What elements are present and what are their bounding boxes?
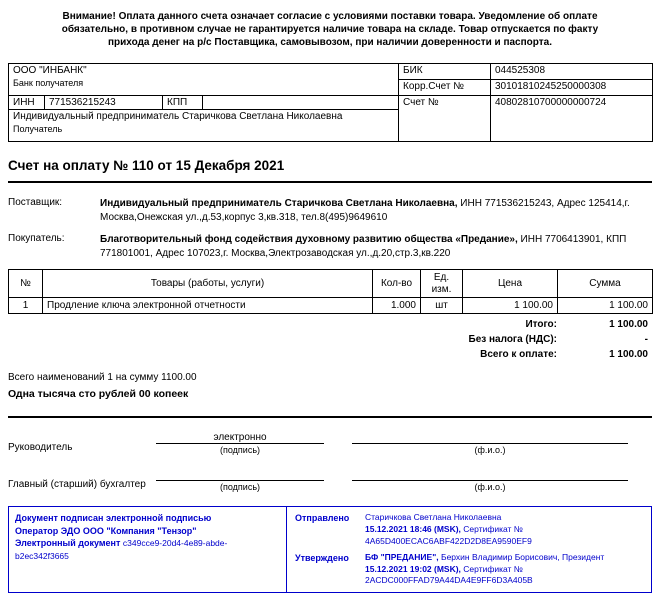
supplier-row [8, 197, 652, 224]
recipient-name: Индивидуальный предприниматель Старичкова Светлана Николаевна [13, 111, 343, 122]
esign-document-line [15, 537, 280, 563]
invoice-title: Счет на оплату № 110 от 15 Декабря 2021 [8, 158, 285, 173]
supplier-text [100, 197, 652, 224]
header-amount: Сумма [558, 270, 653, 298]
buyer-text [100, 233, 652, 260]
item-row [9, 298, 653, 314]
header-unit: Ед. изм. [421, 270, 463, 298]
supplier-name: Индивидуальный предприниматель Старичкова Светлана Николаевна, [100, 198, 458, 209]
summary-section [8, 372, 652, 400]
totals-section [8, 317, 652, 362]
director-name-line [352, 430, 628, 444]
buyer-name: Благотворительный фонд содействия духовному развитию общества «Предание», [100, 234, 518, 245]
esign-doc-label: Электронный документ [15, 538, 121, 549]
sent-certificate: Сертификат № 4A65D400ECAC6ABF422D2D8EA9590EF9 [365, 523, 532, 546]
item-unit: шт [421, 298, 463, 314]
grand-total-label: Всего к оплате: [480, 349, 557, 360]
approved-label: Утверждено [295, 552, 349, 563]
approved-certificate: Сертификат № 2ACDC000FFAD79A44DA4E9FF6D3A405B [365, 563, 533, 586]
vat-label: Без налога (НДС): [468, 334, 557, 345]
approved-org: БФ "ПРЕДАНИЕ", [365, 551, 439, 562]
director-signature-block [156, 430, 324, 455]
payment-notice: Внимание! Оплата данного счета означает согласие с условиями поставки товара. Уведомление об оплате обязательно, в противном случае не гарантируется наличие товара на складе. Товар отпускается по факту прихода денег на р/с Поставщика, самовывозом, при наличии доверенности и паспорта. [61, 11, 599, 48]
director-label: Руководитель [8, 442, 73, 453]
header-price: Цена [463, 270, 558, 298]
buyer-row [8, 233, 652, 260]
subtotal-row [8, 317, 652, 332]
corr-account-label: Корр.Счет № [399, 80, 491, 96]
sent-details [365, 512, 643, 548]
signature-caption: (подпись) [219, 482, 261, 492]
esign-doc-id: c349cce9-20d4-4e89-abde-b2ec342f3665 [15, 538, 228, 562]
accountant-label: Главный (старший) бухгалтер [8, 479, 146, 490]
divider-top [8, 181, 652, 183]
items-table [8, 269, 653, 314]
recipient-cell [9, 110, 399, 142]
items-count-line: Всего наименований 1 на сумму 1100.00 [8, 372, 197, 383]
header-number: № [9, 270, 43, 298]
approved-datetime: 15.12.2021 19:02 (MSK), [365, 563, 461, 574]
kpp-value [203, 96, 399, 110]
bank-name-cell [9, 64, 399, 96]
supplier-details: ИНН 771536215243, Адрес 125414,г. Москва,Онежская ул.,д.53,корпус 3,кв.318, тел.8(495)9649610 [100, 198, 630, 223]
item-price: 1 100.00 [463, 298, 558, 314]
kpp-label: КПП [163, 96, 203, 110]
item-quantity: 1.000 [373, 298, 421, 314]
director-signature-row [8, 430, 652, 455]
esign-status-box [287, 507, 651, 592]
signature-caption: (подпись) [219, 445, 261, 455]
supplier-label: Поставщик: [8, 197, 63, 208]
bik-label: БИК [399, 64, 491, 80]
esign-footer [8, 506, 652, 593]
account-value: 40802810700000000724 [491, 96, 653, 142]
parties-section [8, 197, 652, 260]
inn-value: 771536215243 [45, 96, 163, 110]
sent-name: Старичкова Светлана Николаевна [365, 512, 502, 522]
bank-name-label: Банк получателя [13, 78, 84, 88]
accountant-name-block [352, 467, 628, 492]
vat-row [8, 332, 652, 347]
divider-bottom [8, 416, 652, 418]
amount-in-words: Одна тысяча сто рублей 00 копеек [8, 388, 189, 400]
bank-details-table [8, 63, 653, 142]
name-caption: (ф.и.о.) [474, 445, 506, 455]
item-number: 1 [9, 298, 43, 314]
accountant-signature-line [156, 467, 324, 481]
header-quantity: Кол-во [373, 270, 421, 298]
subtotal-value: 1 100.00 [609, 319, 648, 330]
signatures-section [8, 430, 652, 492]
item-name: Продление ключа электронной отчетности [43, 298, 373, 314]
grand-total-row [8, 347, 652, 362]
approved-row [295, 552, 643, 588]
buyer-label: Покупатель: [8, 233, 65, 244]
approved-person: Берхин Владимир Борисович, Президент [440, 551, 605, 562]
vat-value: - [644, 334, 648, 345]
sent-label: Отправлено [295, 513, 350, 523]
accountant-signature-row [8, 467, 652, 492]
header-goods: Товары (работы, услуги) [43, 270, 373, 298]
director-signature-line: электронно [156, 430, 324, 444]
subtotal-label: Итого: [525, 319, 557, 330]
bank-name: ООО "ИНБАНК" [13, 65, 87, 76]
esign-operator: Оператор ЭДО ООО "Компания "Тензор" [15, 525, 197, 536]
name-caption: (ф.и.о.) [474, 482, 506, 492]
buyer-details: ИНН 7706413901, КПП 771801001, Адрес 107023,г. Москва,Электрозаводская ул.,д.20,стр.3,кв.220 [100, 234, 627, 259]
esign-info-box [9, 507, 287, 592]
bik-value: 044525308 [491, 64, 653, 80]
inn-label: ИНН [9, 96, 45, 110]
director-name-block [352, 430, 628, 455]
approved-details [365, 552, 643, 588]
accountant-signature-block [156, 467, 324, 492]
item-amount: 1 100.00 [558, 298, 653, 314]
account-label: Счет № [399, 96, 491, 142]
corr-account-value: 30101810245250000308 [491, 80, 653, 96]
recipient-label: Получатель [13, 124, 63, 134]
sent-row [295, 512, 643, 548]
grand-total-value: 1 100.00 [609, 349, 648, 360]
accountant-name-line [352, 467, 628, 481]
items-header-row [9, 270, 653, 298]
sent-datetime: 15.12.2021 18:46 (MSK), [365, 523, 461, 534]
esign-title: Документ подписан электронной подписью [15, 513, 212, 523]
